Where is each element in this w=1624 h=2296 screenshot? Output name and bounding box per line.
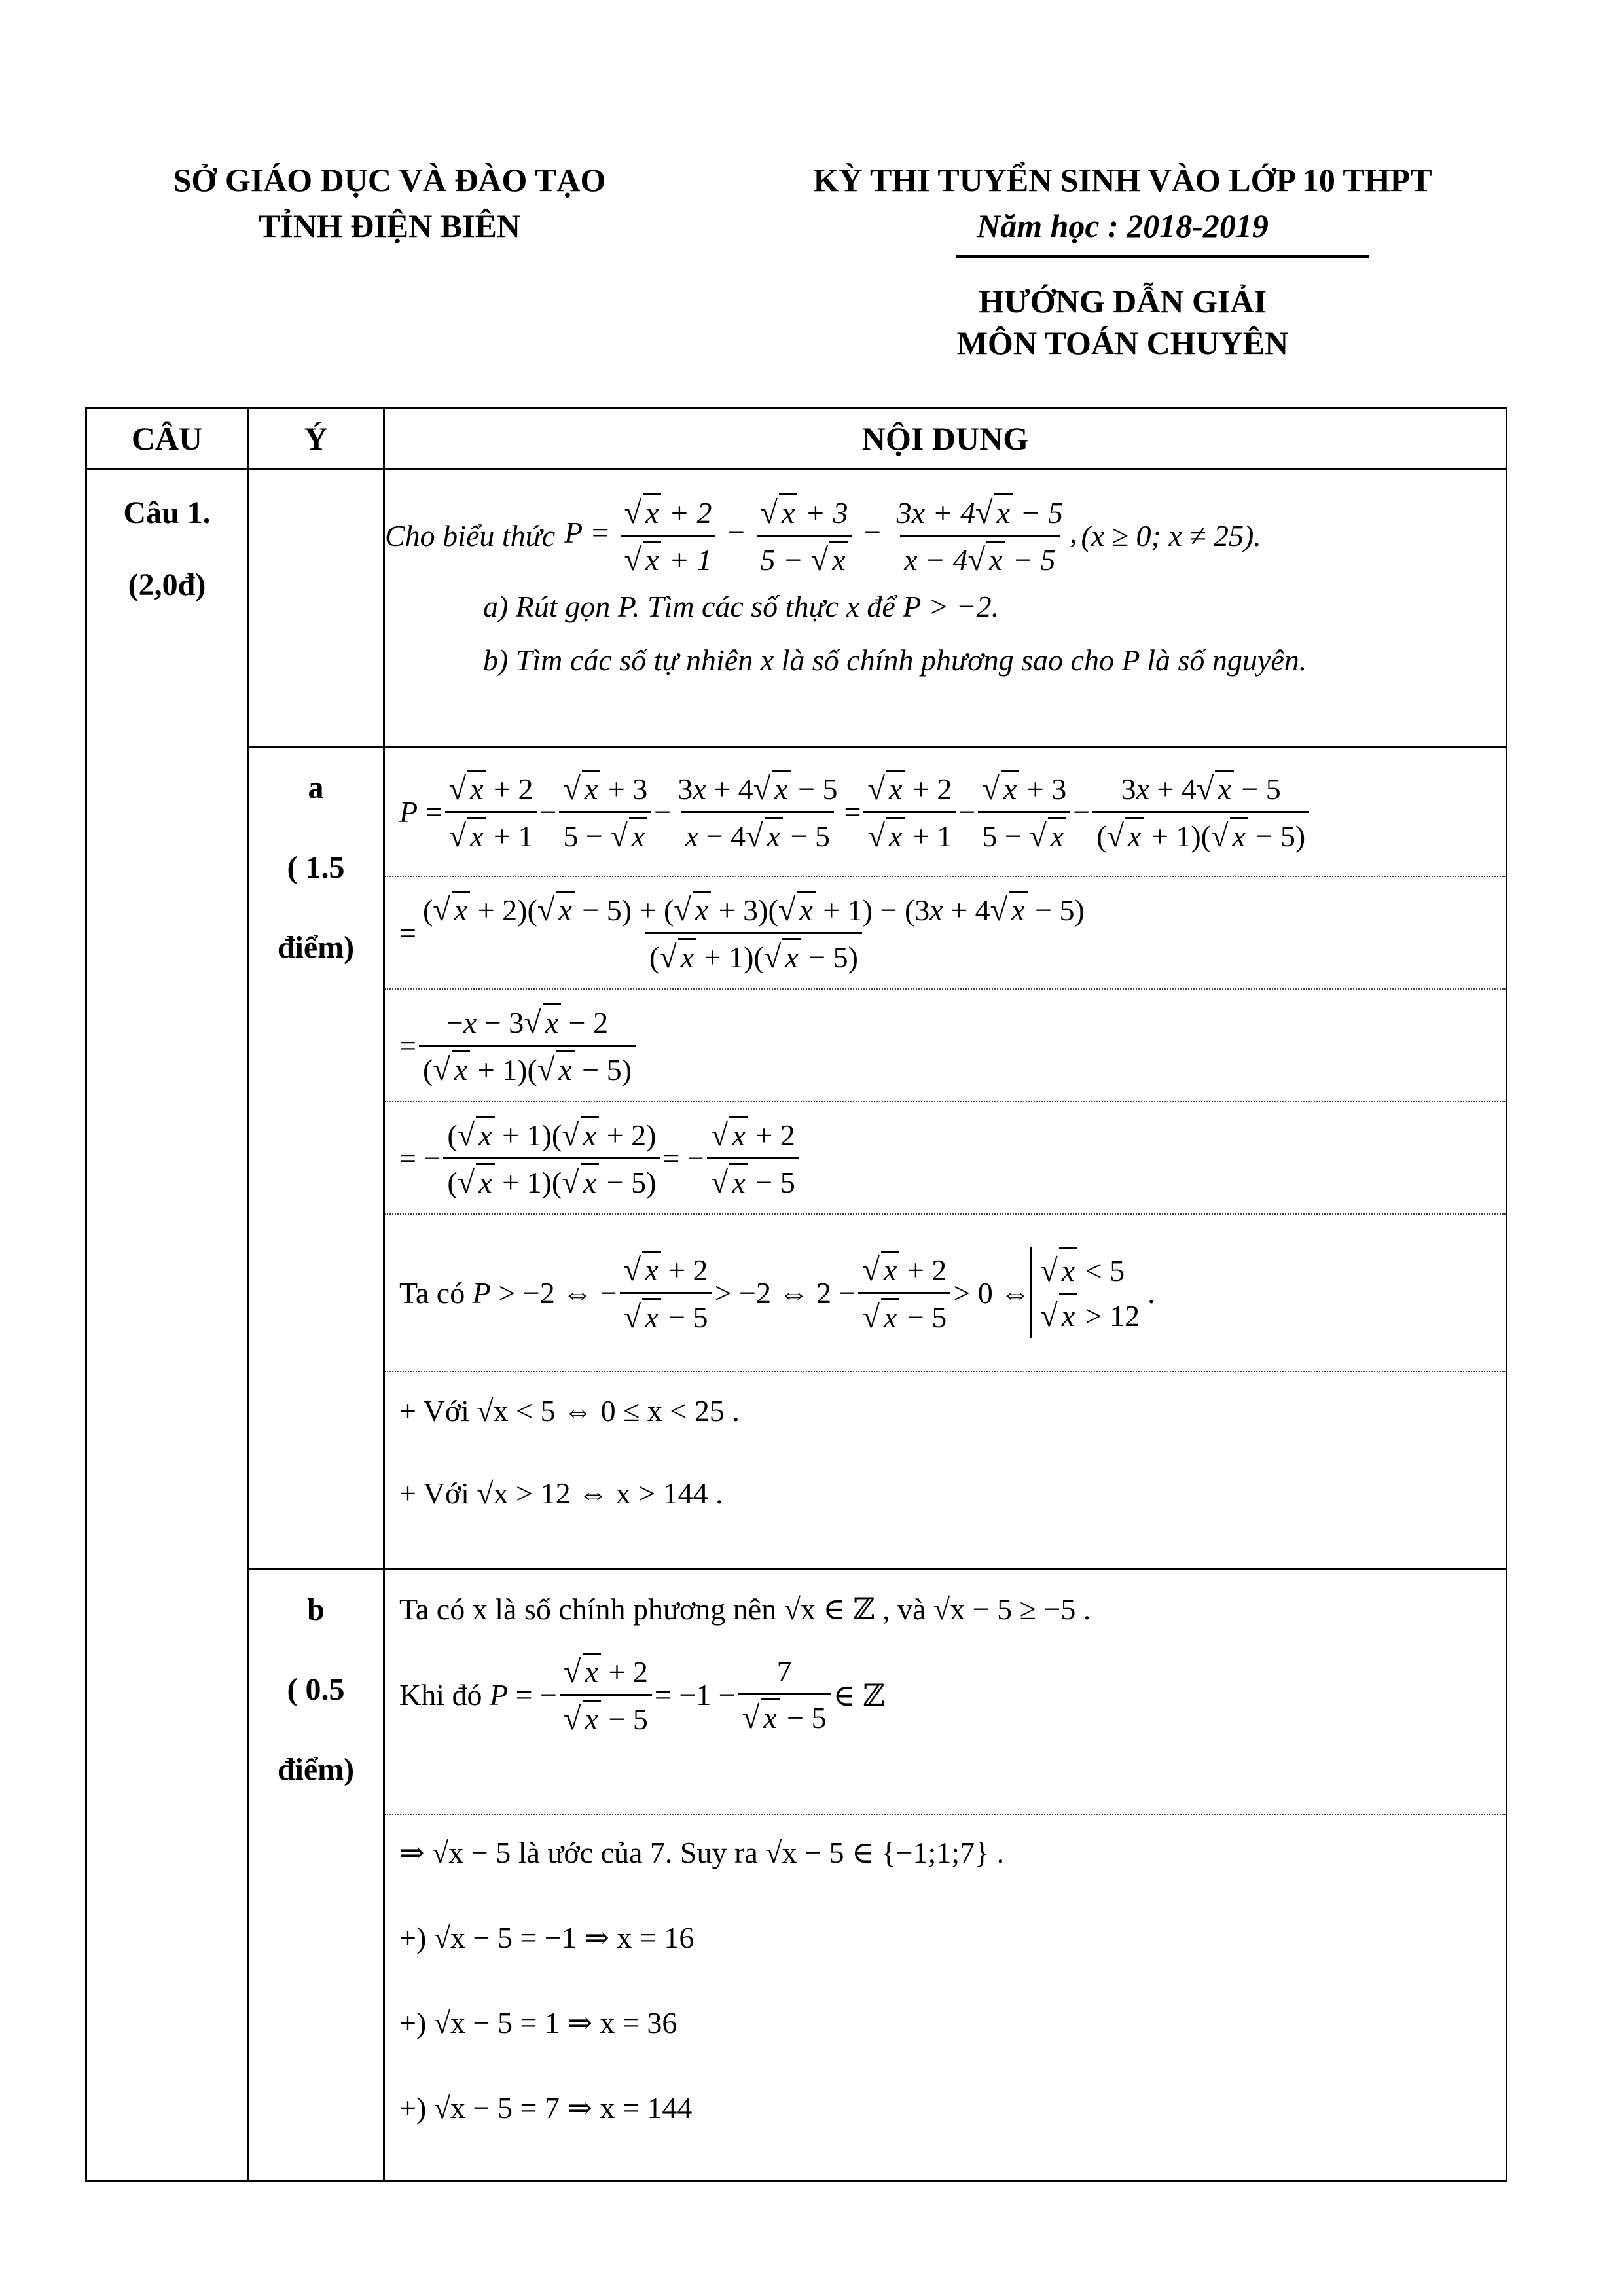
part-a-statement: a) Rút gọn P. Tìm các số thực x để P > −2.	[483, 590, 1000, 623]
part-a-label: a	[308, 770, 324, 805]
b-line-3: ⇒ √x − 5 là ước của 7. Suy ra √x − 5 ∈ {−1;1;7} .	[399, 1836, 1005, 1869]
step-3: = $\frac{-x - 3√ x - 2}{(√ x + 1)(√ x - 5)}$	[385, 990, 1506, 1102]
expression-p: P = $\frac{√ x + 2}{√ x + 1}$ − $\frac{√ x + 3}{5 - √ x}$ − $\frac{3x + 4√ x - 5}{x - 4√ x - 5}$ ,	[564, 493, 1077, 578]
b-case-1: +) √x − 5 = −1 ⇒ x = 16	[399, 1921, 695, 1954]
part-b-points-2: điểm)	[277, 1752, 355, 1787]
b-case-3: +) √x − 5 = 7 ⇒ x = 144	[399, 2091, 693, 2125]
school-year: Năm học : 2018-2019	[977, 207, 1269, 244]
step-4: = − $\frac{(√ x + 1)(√ x + 2)}{(√ x + 1)(√ x - 5)}$ = − $\frac{√ x + 2}{√ x - 5}$	[385, 1102, 1506, 1215]
part-b-step-1	[385, 1590, 1506, 1815]
b-case-2: +) √x − 5 = 1 ⇒ x = 36	[399, 2006, 677, 2039]
part-b-statement: b) Tìm các số tự nhiên x là số chính phương sao cho P là số nguyên.	[483, 643, 1307, 677]
empty-y-cell	[248, 469, 384, 747]
question-cell	[86, 469, 248, 2181]
part-a-row	[86, 747, 1507, 1570]
b-line-2: Khi đó P = − $\frac{√ x + 2}{√ x - 5}$ = −1 − $\frac{7}{√ x - 5}$ ∈ ℤ	[399, 1653, 1491, 1737]
part-a-points-2: điểm)	[277, 930, 355, 965]
part-b-row	[86, 1570, 1507, 2181]
part-b-label: b	[307, 1592, 325, 1627]
condition-text: (x ≥ 0; x ≠ 25).	[1081, 518, 1261, 552]
question-row	[86, 469, 1507, 747]
col-cau-header: CÂU	[86, 408, 248, 469]
part-a-label-cell	[248, 747, 384, 1570]
exam-title: KỲ THI TUYỂN SINH VÀO LỚP 10 THPT	[813, 162, 1432, 198]
col-noidung-header: NỘI DUNG	[384, 408, 1507, 469]
guide-title-block	[785, 280, 1460, 364]
part-b-points-1: ( 0.5	[287, 1672, 345, 1707]
step-2: = $\frac{(√ x + 2)(√ x - 5) + (√ x + 3)(√ x + 1) - (3x + 4√ x - 5)}{(√ x + 1)(√ x - 5)}$	[385, 877, 1506, 990]
part-b-label-cell	[248, 1570, 384, 2181]
b-line-1: Ta có x là số chính phương nên √x ∈ ℤ , và √x − 5 ≥ −5 .	[399, 1592, 1091, 1626]
answer-table	[85, 407, 1507, 2182]
subject-title: MÔN TOÁN CHUYÊN	[956, 325, 1289, 361]
department-line-1: SỞ GIÁO DỤC VÀ ĐÀO TẠO	[173, 162, 606, 198]
question-label: Câu 1.	[123, 495, 211, 530]
expression-line	[385, 496, 1506, 575]
case-lt-5: + Với √x < 5 ⇔ 0 ≤ x < 25 .	[399, 1394, 740, 1427]
table-header-row	[86, 408, 1507, 469]
part-a-content	[384, 747, 1507, 1570]
header-divider	[956, 255, 1369, 258]
case-gt-12: + Với √x > 12 ⇔ x > 144 .	[399, 1477, 723, 1510]
part-b-content	[384, 1570, 1507, 2181]
question-points: (2,0đ)	[128, 567, 206, 602]
department-line-2: TỈNH ĐIỆN BIÊN	[258, 207, 521, 244]
ta-co-text: Ta có	[399, 1276, 465, 1310]
intro-text: Cho biểu thức	[385, 518, 556, 552]
part-b-step-2	[385, 1833, 1506, 2180]
col-y-header: Ý	[248, 408, 384, 469]
khi-do-text: Khi đó	[399, 1678, 482, 1712]
part-a-points-1: ( 1.5	[287, 850, 345, 885]
exam-header	[766, 157, 1479, 249]
step-1: P = $\frac{√ x + 2}{√ x + 1}$ − $\frac{√ x + 3}{5 - √ x}$ − $\frac{3x + 4√ x - 5}{x - 4√ x - 5}$ = $\frac{√ x + 2}{√ x + 1}$ − $\frac{√ x + 3}{5 - √ x}$ − $\frac{3x + 4√ x - 5}{(√ x + 1)(√ x - 5)}$	[385, 748, 1506, 877]
step-5: Ta có P > −2 ⇔ − $\frac{√ x + 2}{√ x - 5}$ > −2 ⇔ 2 − $\frac{√ x + 2}{√ x - 5}$ > 0 ⇔ √ x < 5 √ x > 12 .	[385, 1215, 1506, 1372]
guide-title: HƯỚNG DẪN GIẢI	[979, 283, 1267, 319]
department-header	[118, 157, 661, 249]
step-6	[385, 1391, 1506, 1568]
solution-bracket: √ x < 5 √ x > 12	[1030, 1247, 1147, 1338]
question-statement	[384, 469, 1507, 747]
